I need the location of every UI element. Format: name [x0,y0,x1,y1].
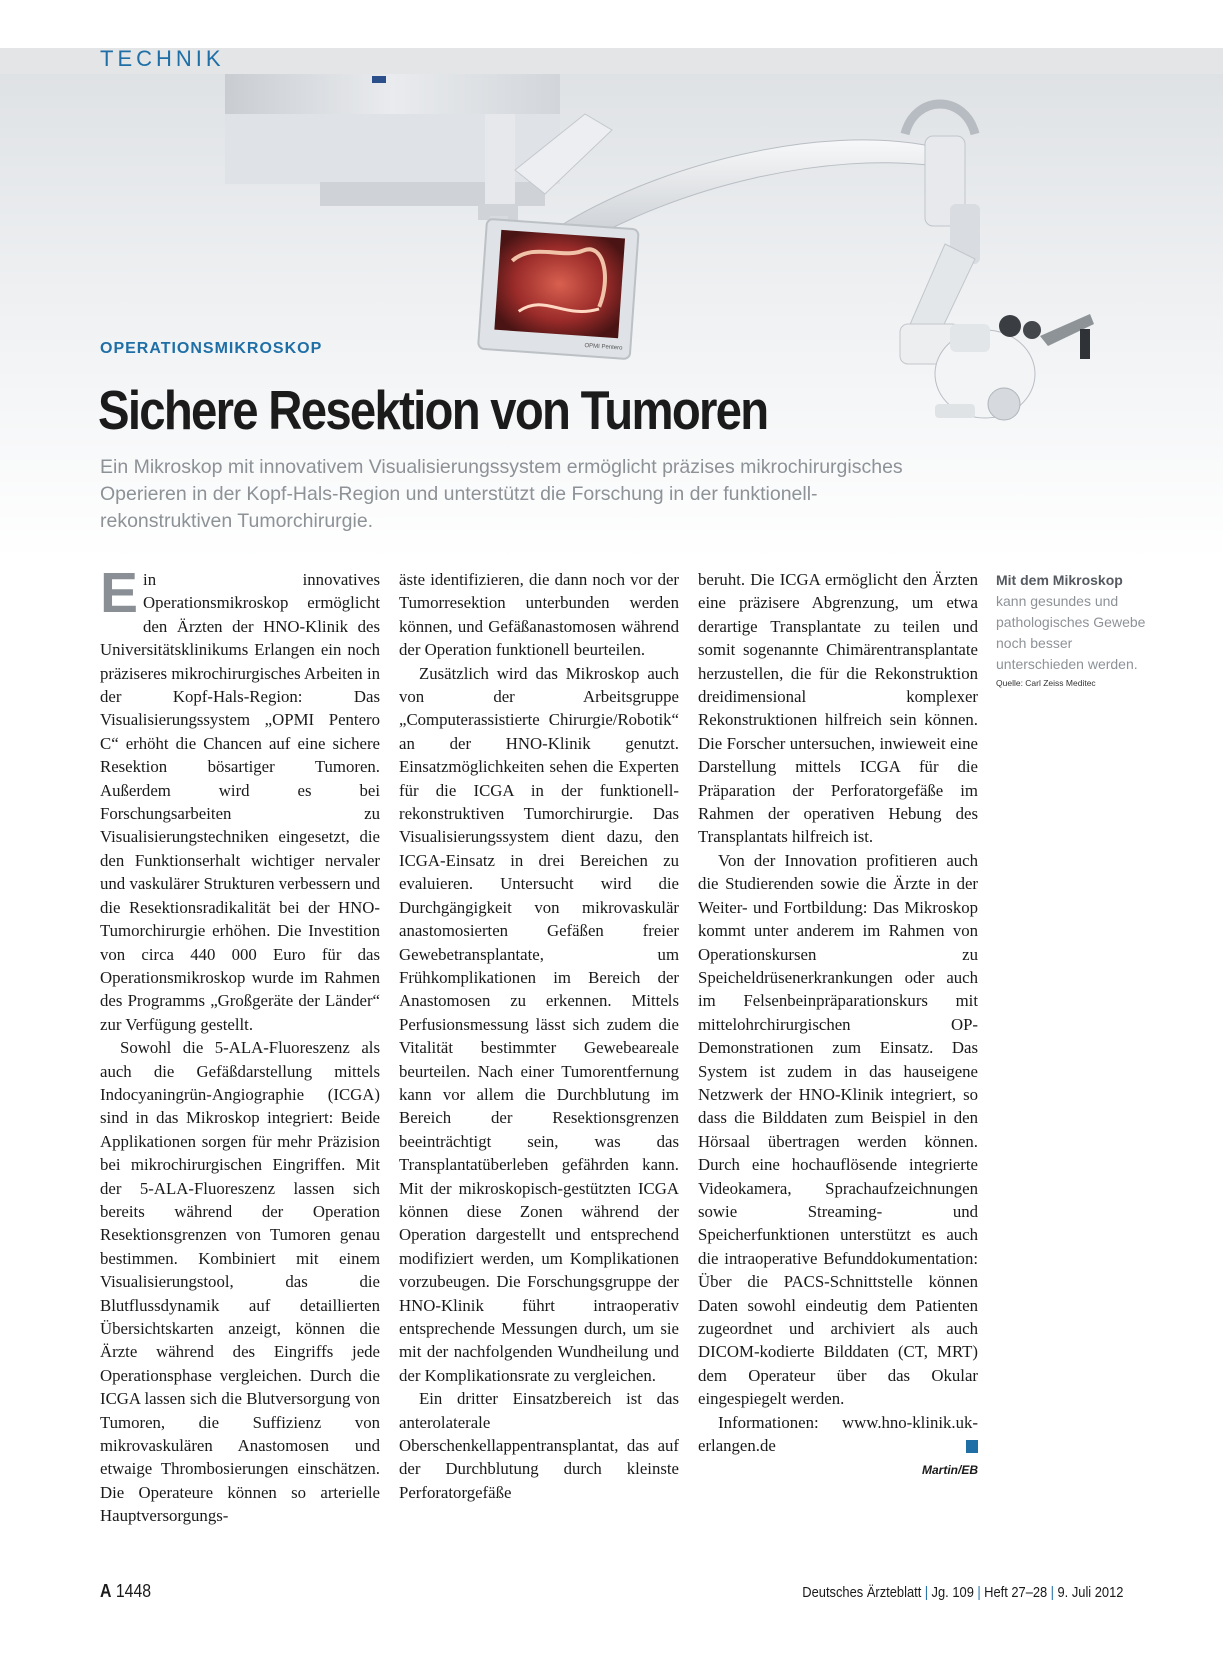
article-column-1 [100,561,380,1528]
article-column-3 [698,568,978,1483]
journal-name: Deutsches Ärzteblatt [801,1584,921,1601]
caption-lead: Mit dem Mikroskop [996,572,1123,588]
volume: Jg. 109 [931,1584,974,1601]
paragraph: beruht. Die ICGA ermöglicht den Ärzten eine präzisere Abgrenzung, um etwa derartige Transplantate zu teilen und somit sogenannte Chimärentransplantate herzustellen, die für die Rekonstruktion dreidimensional komplexer Rekonstruktionen hilfreich sein können. Die Forscher untersuchen, inwieweit eine Darstellung mittels ICGA für die Präparation der Perforatorgefäße im Rahmen der operativen Hebung des Transplantats hilfreich ist. [698,570,978,847]
drop-cap: E [100,561,139,625]
article-headline: Sichere Resektion von Tumoren [98,379,768,441]
article-kicker: OPERATIONSMIKROSKOP [100,340,323,357]
info-paragraph [698,1411,978,1458]
paragraph: Von der Innovation profitieren auch die Studierenden sowie die Ärzte in der Weiter- und Fortbildung: Das Mikroskop kommt unter anderem im Rahmen von Operationskursen zu Speicheldrüsenerkrankungen oder auch im Felsenbeinpräparationskurs mit mittelohrchirurgischen OP-Demonstrationen zum Einsatz. Das System ist zudem in das hauseigene Netzwerk der HNO-Klinik integriert, so dass die Bilddaten zum Beispiel in den Hörsaal übertragen werden können. Durch eine hochauflösende integrierte Videokamera, Sprachaufzeichnungen sowie Streaming- und Speicherfunktionen unterstützt es auch die intraoperative Befunddokumentation: Über die PACS-Schnittstelle können Daten sowohl eindeutig dem Patienten zugeordnet und archiviert als auch DICOM-kodierte Bilddaten (CT, MRT) dem Operateur über das Okular eingespiegelt werden. [698,850,978,1409]
separator: | [924,1584,928,1601]
monitor-brand-label: OPMI Pentero [584,342,623,352]
article-column-2 [399,568,679,1504]
author-credit: Martin/EB [921,1463,978,1478]
section-label: TECHNIK [100,46,225,71]
zeiss-logo-icon [372,76,386,83]
paragraph: Sowohl die 5-ALA-Fluoreszenz als auch die Gefäßdarstellung mittels Indocyaningrün-Angiographie (ICGA) sind in das Mikroskop integriert: Beide Applikationen sorgen für mehr Präzision bei mikrochirurgischen Eingriffen. Mit der 5-ALA-Fluoreszenz lassen sich bereits während der Operation Resektionsgrenzen von Tumoren genau bestimmen. Kombiniert mit einem Visualisierungstool, das die Blutflussdynamik auf detaillierten Übersichtskarten anzeigt, können die Ärzte während des Eingriffs jede Operationsphase vergleichen. Durch die ICGA lassen sich die Blutversorgung von Tumoren, die Suffizienz von mikrovaskulären Anastomosen und etwaige Thrombosierungen einschätzen. Die Operateure können so arterielle Hauptversorgungs- [100,1038,380,1526]
paragraph: Zusätzlich wird das Mikroskop auch von der Arbeitsgruppe „Computerassistierte Chirurgie/Robotik“ an der HNO-Klinik genutzt. Einsatzmöglichkeiten sehen die Experten für die ICGA in der funktionell-rekonstruktiven Tumorchirurgie. Das Visualisierungssystem dient dazu, den ICGA-Einsatz in drei Bereichen zu evaluieren. Untersucht wird die Durchgängigkeit von mikrovaskulär anastomosierten Gefäßen freier Gewebetransplantate, um Frühkomplikationen im Bereich der Anastomosen zu erkennen. Mittels Perfusionsmessung lässt sich zudem die Vitalität bestimmter Gewebeareale beurteilen. Nach einer Tumorentfernung kann vor allem die Durchblutung im Bereich der Resektionsgrenzen beeinträchtigt sein, was das Transplantatüberleben gefährden kann. Mit der mikroskopisch-gestützten ICGA können diese Zonen während der Operation dargestellt und entsprechend modifiziert werden, um Komplikationen vorzubeugen. Die Forschungsgruppe der HNO-Klinik führt intraoperativ entsprechende Messungen durch, um sie mit der nachfolgenden Wundheilung und der Komplikationsrate zu vergleichen. [399,663,679,1385]
end-mark-icon [966,1440,978,1453]
paragraph: in innovatives Operationsmikroskop ermöglicht den Ärzten der HNO-Klinik des Universitätsklinikums Erlangen ein noch präziseres mikrochirurgisches Arbeiten in der Kopf-Hals-Region: Das Visualisierungssystem „OPMI Pentero C“ erhöht die Chancen auf eine sichere Resektion bösartiger Tumoren. Außerdem wird es bei Forschungsarbeiten zu Visualisierungstechniken eingesetzt, die den Funktionserhalt wichtiger nervaler und vaskulärer Strukturen verbessern und die Resektionsradikalität bei der HNO-Tumorchirurgie erhöhen. Die Investition von circa 440 000 Euro für das Operationsmikroskop wurde im Rahmen des Programms „Großgeräte der Länder“ zur Verfügung gestellt. [100,570,380,1034]
article-standfirst: Ein Mikroskop mit innovativem Visualisierungssystem ermöglicht präzises mikrochirurgisches Operieren in der Kopf-Hals-Region und unterstützt die Forschung in der funktionell-rekonstruktiven Tumorchirurgie. [100,456,903,532]
caption-source: Quelle: Carl Zeiss Meditec [996,678,1096,688]
info-link-text[interactable]: Informationen: www.hno-klinik.uk-erlangen.de [698,1412,978,1456]
paragraph: Ein dritter Einsatzbereich ist das anterolaterale Oberschenkellappentransplantat, das auf der Durchblutung durch kleinste Perforatorgefäße [399,1389,679,1502]
page-number [100,1581,151,1602]
publication-info [802,1584,1123,1601]
caption-text: kann gesundes und pathologisches Gewebe noch besser unterschieden werden. [996,593,1146,672]
page-prefix: A [100,1581,112,1601]
separator: | [976,1584,981,1601]
image-caption [996,570,1146,689]
separator: | [1050,1584,1054,1601]
issue: Heft 27–28 [983,1584,1047,1601]
paragraph: äste identifizieren, die dann noch vor der Tumorresektion unterbunden werden können, und Gefäßanastomosen während der Operation funktionell beurteilen. [399,570,679,660]
page-number-value: 1448 [115,1581,152,1601]
issue-date: 9. Juli 2012 [1057,1584,1123,1601]
